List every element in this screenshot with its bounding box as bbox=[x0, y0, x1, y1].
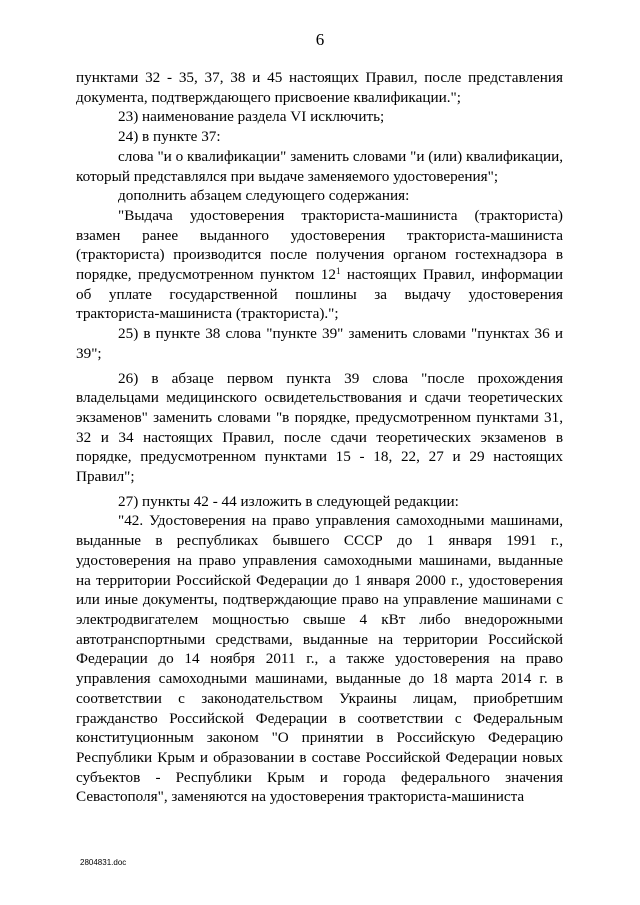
superscript-index: 1 bbox=[335, 266, 341, 277]
paragraph-item-27: 27) пункты 42 - 44 изложить в следующей редакции: bbox=[118, 492, 459, 510]
paragraph-continuation: пунктами 32 - 35, 37, 38 и 45 настоящих Правил, после представления документа, подтверждающего присвоение квалификации."; bbox=[76, 69, 563, 106]
paragraph-item-25: 25) в пункте 38 слова "пункте 39" заменить словами "пунктах 36 и 39"; bbox=[76, 325, 563, 362]
paragraph-item-24: 24) в пункте 37: bbox=[118, 128, 221, 146]
paragraph-quoted-clause bbox=[76, 206, 563, 324]
document-body bbox=[76, 68, 563, 807]
quoted-clause-part-2: настоящих Правил, информации об уплате государственной пошлины за выдачу удостоверения тракториста-машиниста (тракториста)."; bbox=[76, 266, 563, 323]
footer-filename: 2804831.doc bbox=[80, 858, 127, 867]
paragraph-replace-words: слова "и о квалификации" заменить словами "и (или) квалификации, который представлялся при выдаче заменяемого удостоверения"; bbox=[76, 147, 563, 185]
paragraph-item-26: 26) в абзаце первом пункта 39 слова "после прохождения владельцами медицинского освидетельствования и сдачи теоретических экзаменов" заменить словами "в порядке, предусмотренном пунктами 31, 32 и 34 настоящих Правил, после сдачи теоретических экзаменов в порядке, предусмотренном пунктами 15 - 18, 22, 27 и 29 настоящих Правил"; bbox=[76, 369, 563, 486]
paragraph-add-clause: дополнить абзацем следующего содержания: bbox=[118, 187, 410, 205]
paragraph-item-23: 23) наименование раздела VI исключить; bbox=[118, 108, 385, 126]
paragraph-clause-42: "42. Удостоверения на право управления самоходными машинами, выданные в республиках бывшего СССР до 1 января 1991 г., удостоверения на право управления самоходными машинами, выданные на территории Российской Федерации до 1 января 2000 г., удостоверения или иные документы, подтверждающие право на управление машинами с электродвигателем мощностью свыше 4 кВт либо внедорожными автотранспортными средствами, выданные на территории Российской Федерации до 14 ноября 2011 г., а также удостоверения на право управления самоходными машинами, выданные до 18 марта 2014 г. в соответствии с законодательством Украины лицам, приобретшим гражданство Российской Федерации в соответствии с Федеральным конституционным законом "О принятии в Российскую Федерацию Республики Крым и образовании в составе Российской Федерации новых субъектов - Республики Крым и города федерального значения Севастополя", заменяются на удостоверения тракториста-машиниста bbox=[76, 512, 563, 806]
page-number: 6 bbox=[315, 30, 325, 49]
quoted-clause-part-1: "Выдача удостоверения тракториста-машиниста (тракториста) взамен ранее выданного удостоверения тракториста-машиниста (тракториста) производится после получения органом гостехнадзора в порядке, предусмотренном пунктом 12 bbox=[76, 206, 563, 284]
